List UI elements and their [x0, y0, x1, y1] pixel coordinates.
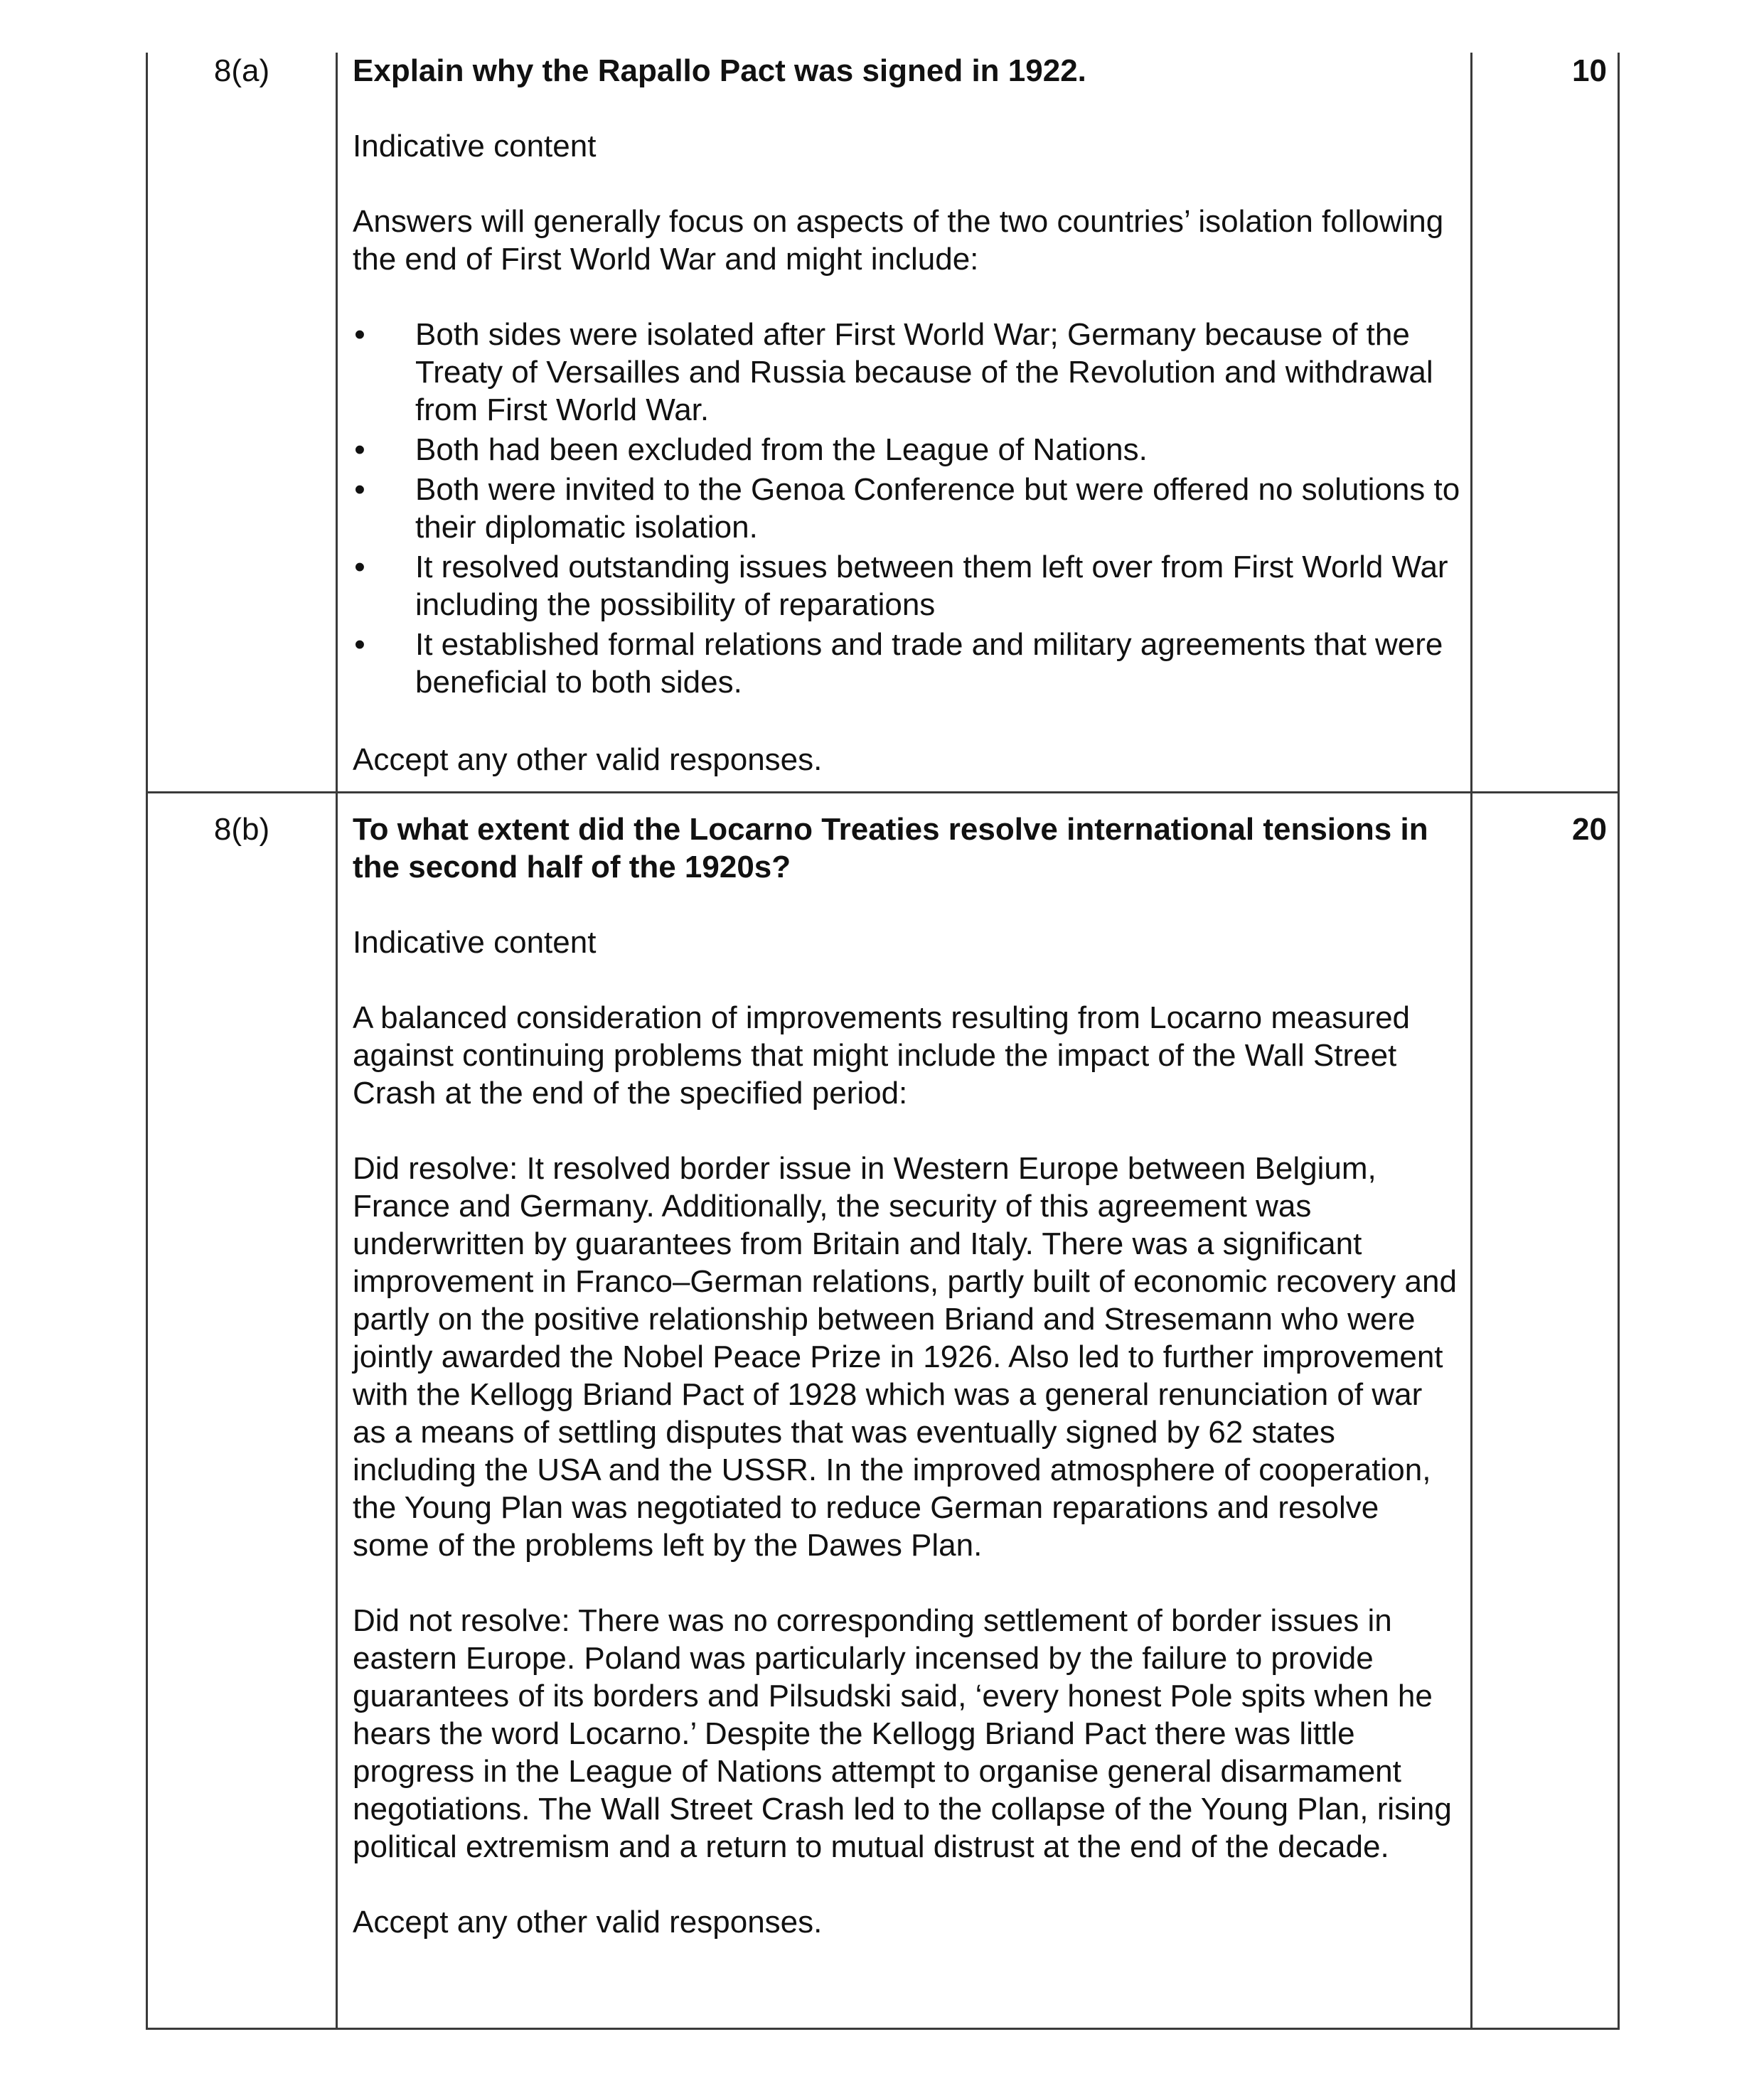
bullet-list-8a — [353, 316, 1462, 701]
bullet-icon: • — [354, 317, 365, 352]
indicative-label-8a: Indicative content — [353, 129, 597, 164]
marks-8b: 20 — [1572, 812, 1607, 847]
table-column-divider-question — [336, 53, 338, 2029]
question-number-8b: 8(b) — [213, 812, 270, 847]
did-resolve-paragraph: Did resolve: It resolved border issue in Western Europe between Belgium, France and Germany. Additionally, the security of this agreement was underwritten by guarantees from Britain and Italy. There was a significant improvement in Franco–German relations, partly built of economic recovery and partly on the positive relationship between Briand and Stresemann who were jointly awarded the Nobel Peace Prize in 1926. Also led to further improvement with the Kellogg Briand Pact of 1928 which was a general renunciation of war as a means of settling disputes that was eventually signed by 62 states including the USA and the USSR. In the improved atmosphere of cooperation, the Young Plan was negotiated to reduce German reparations and resolve some of the problems left by the Dawes Plan. — [353, 1151, 1457, 1563]
list-item — [353, 548, 1462, 624]
list-item — [353, 471, 1462, 546]
bullet-text: Both were invited to the Genoa Conference but were offered no solutions to their diplomatic isolation. — [415, 472, 1460, 545]
question-content-8b — [353, 811, 1462, 1941]
table-left-border — [146, 53, 148, 2029]
closing-8a: Accept any other valid responses. — [353, 742, 823, 777]
indicative-label-8b: Indicative content — [353, 925, 597, 960]
bullet-icon: • — [354, 627, 365, 662]
question-number-8a: 8(a) — [213, 53, 270, 88]
bullet-text: It established formal relations and trade and military agreements that were beneficial to both sides. — [415, 627, 1443, 700]
did-not-resolve-paragraph: Did not resolve: There was no corresponding settlement of border issues in eastern Europe. Poland was particularly incensed by the failure to provide guarantees of its borders and Pilsudski said, ‘every honest Pole spits when he hears the word Locarno.’ Despite the Kellogg Briand Pact there was little progress in the League of Nations attempt to organise general disarmament negotiations. The Wall Street Crash led to the collapse of the Young Plan, rising political extremism and a return to mutual distrust at the end of the decade. — [353, 1603, 1452, 1864]
closing-8b: Accept any other valid responses. — [353, 1905, 823, 1940]
bullet-text: Both sides were isolated after First World War; Germany because of the Treaty of Versailles and Russia because of the Revolution and withdrawal from First World War. — [415, 317, 1433, 427]
intro-8b: A balanced consideration of improvements resulting from Locarno measured against continuing problems that might include the impact of the Wall Street Crash at the end of the specified period: — [353, 1000, 1411, 1111]
bullet-text: Both had been excluded from the League of Nations. — [415, 432, 1148, 467]
marks-8a: 10 — [1572, 53, 1607, 88]
list-item — [353, 316, 1462, 429]
table-row-divider — [146, 791, 1620, 793]
bullet-icon: • — [354, 550, 365, 584]
bullet-icon: • — [354, 432, 365, 467]
list-item — [353, 626, 1462, 701]
question-title-8a: Explain why the Rapallo Pact was signed in 1922. — [353, 53, 1086, 88]
question-title-8b: To what extent did the Locarno Treaties resolve international tensions in the second half of the 1920s? — [353, 812, 1428, 884]
list-item — [353, 431, 1462, 469]
question-content-8a — [353, 52, 1462, 779]
bullet-icon: • — [354, 472, 365, 507]
table-right-border — [1618, 53, 1620, 2029]
table-bottom-border — [146, 2028, 1620, 2030]
table-column-divider-marks — [1470, 53, 1472, 2029]
intro-8a: Answers will generally focus on aspects of the two countries’ isolation following the end of First World War and might include: — [353, 204, 1444, 277]
bullet-text: It resolved outstanding issues between them left over from First World War including the possibility of reparations — [415, 550, 1448, 622]
